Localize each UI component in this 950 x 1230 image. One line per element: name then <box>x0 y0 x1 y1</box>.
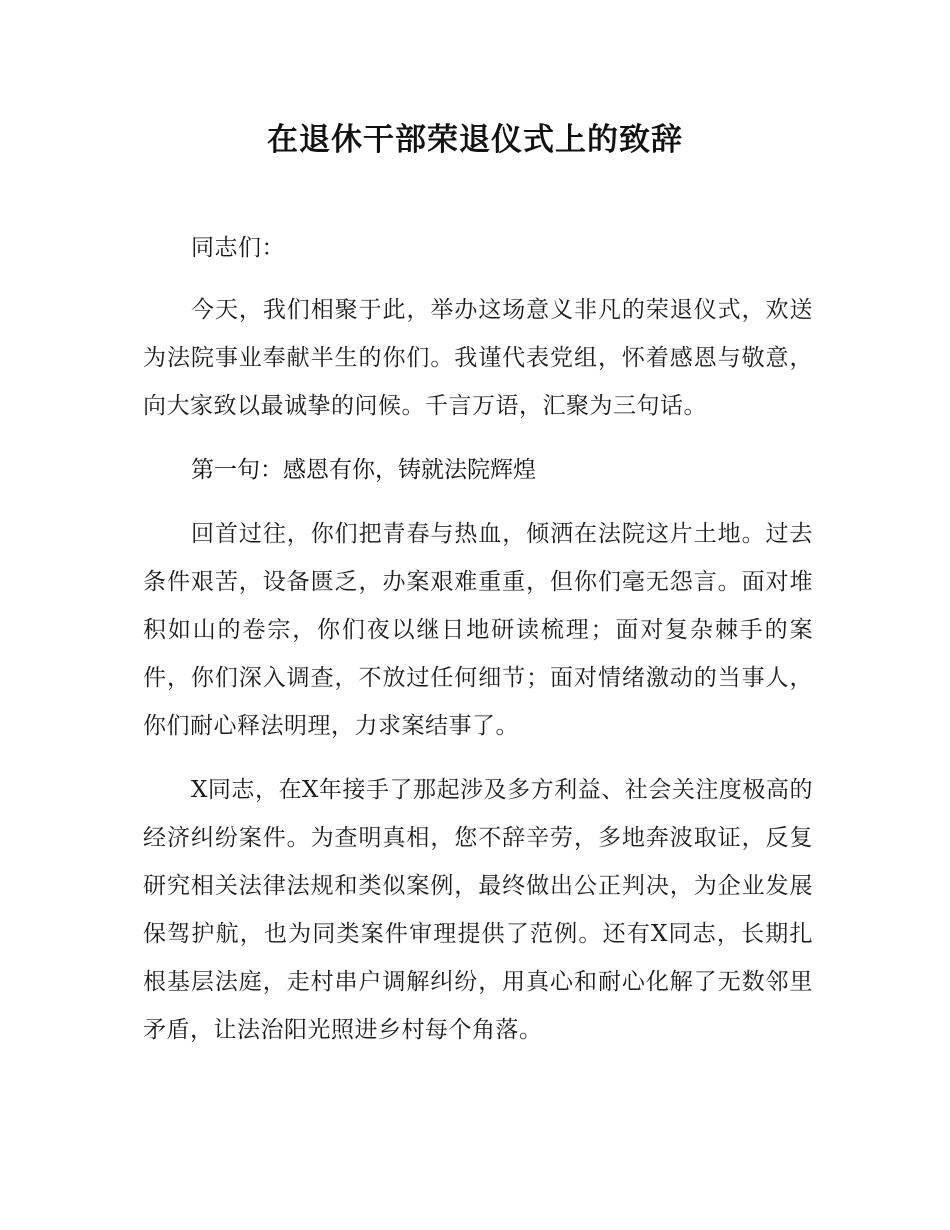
body-paragraph: 回首过往，你们把青春与热血，倾洒在法院这片土地。过去条件艰苦，设备匮乏，办案艰难重重，但你们毫无怨言。面对堆积如山的卷宗，你们夜以继日地研读梳理；面对复杂棘手的案件，你们深入调查，不放过任何细节；面对情绪激动的当事人，你们耐心释法明理，力求案结事了。 <box>143 521 813 739</box>
section-heading: 第一句：感恩有你，铸就法院辉煌 <box>191 457 536 483</box>
body-paragraph: X同志，在X年接手了那起涉及多方利益、社会关注度极高的经济纠纷案件。为查明真相，您不辞辛劳，多地奔波取证，反复研究相关法律法规和类似案例，最终做出公正判决，为企业发展保驾护航，也为同类案件审理提供了范例。还有X同志，长期扎根基层法庭，走村串户调解纠纷，用真心和耐心化解了无数邻里矛盾，让法治阳光照进乡村每个角落。 <box>143 777 813 1043</box>
intro-paragraph: 今天，我们相聚于此，举办这场意义非凡的荣退仪式，欢送为法院事业奉献半生的你们。我谨代表党组，怀着感恩与敬意，向大家致以最诚挚的问候。千言万语，汇聚为三句话。 <box>143 297 813 419</box>
document-body <box>143 224 813 1054</box>
document-title: 在退休干部荣退仪式上的致辞 <box>267 122 683 158</box>
salutation: 同志们： <box>191 235 285 261</box>
